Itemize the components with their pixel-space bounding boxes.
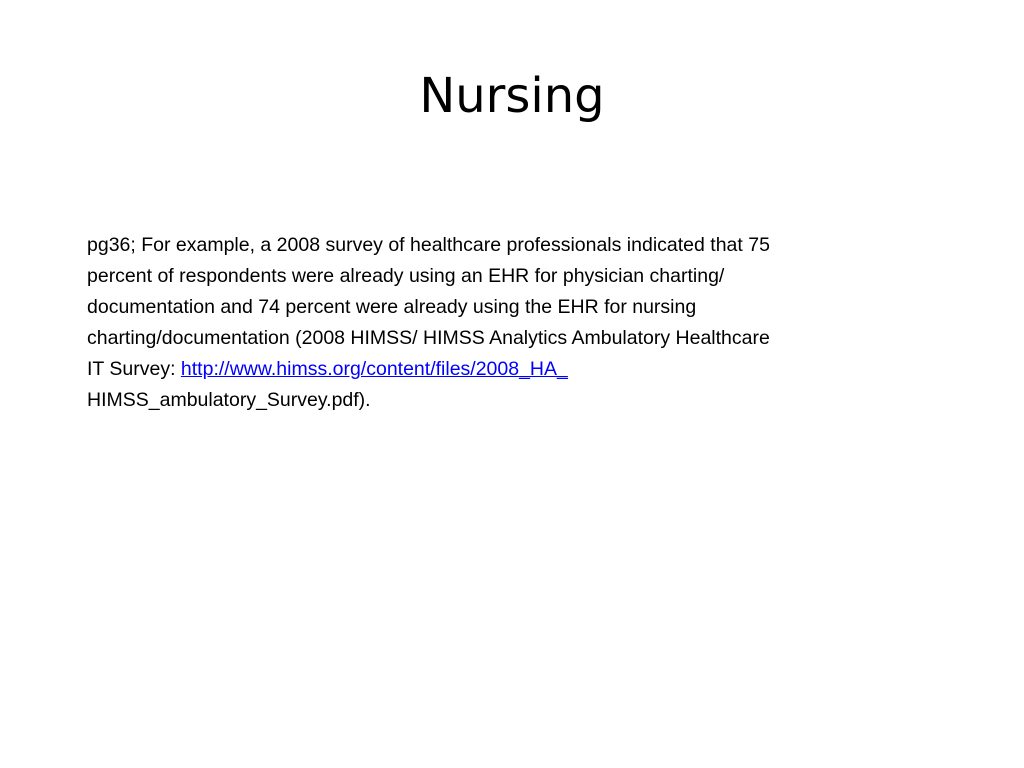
body-line-4: charting/documentation (2008 HIMSS/ HIMSS Analytics Ambulatory Healthcare <box>87 327 770 349</box>
slide-body <box>87 230 927 416</box>
body-line-5 <box>87 354 927 385</box>
himss-survey-link[interactable]: http://www.himss.org/content/files/2008_HA_ <box>180 358 568 380</box>
body-line-6: HIMSS_ambulatory_Survey.pdf). <box>87 389 371 411</box>
body-line-1: pg36; For example, a 2008 survey of healthcare professionals indicated that 75 <box>87 234 770 256</box>
slide-title: Nursing <box>419 68 605 124</box>
body-line-2: percent of respondents were already using an EHR for physician charting/ <box>87 265 725 287</box>
body-line-3: documentation and 74 percent were already using the EHR for nursing <box>87 296 697 318</box>
body-line-5-prefix: IT Survey: <box>87 358 181 380</box>
